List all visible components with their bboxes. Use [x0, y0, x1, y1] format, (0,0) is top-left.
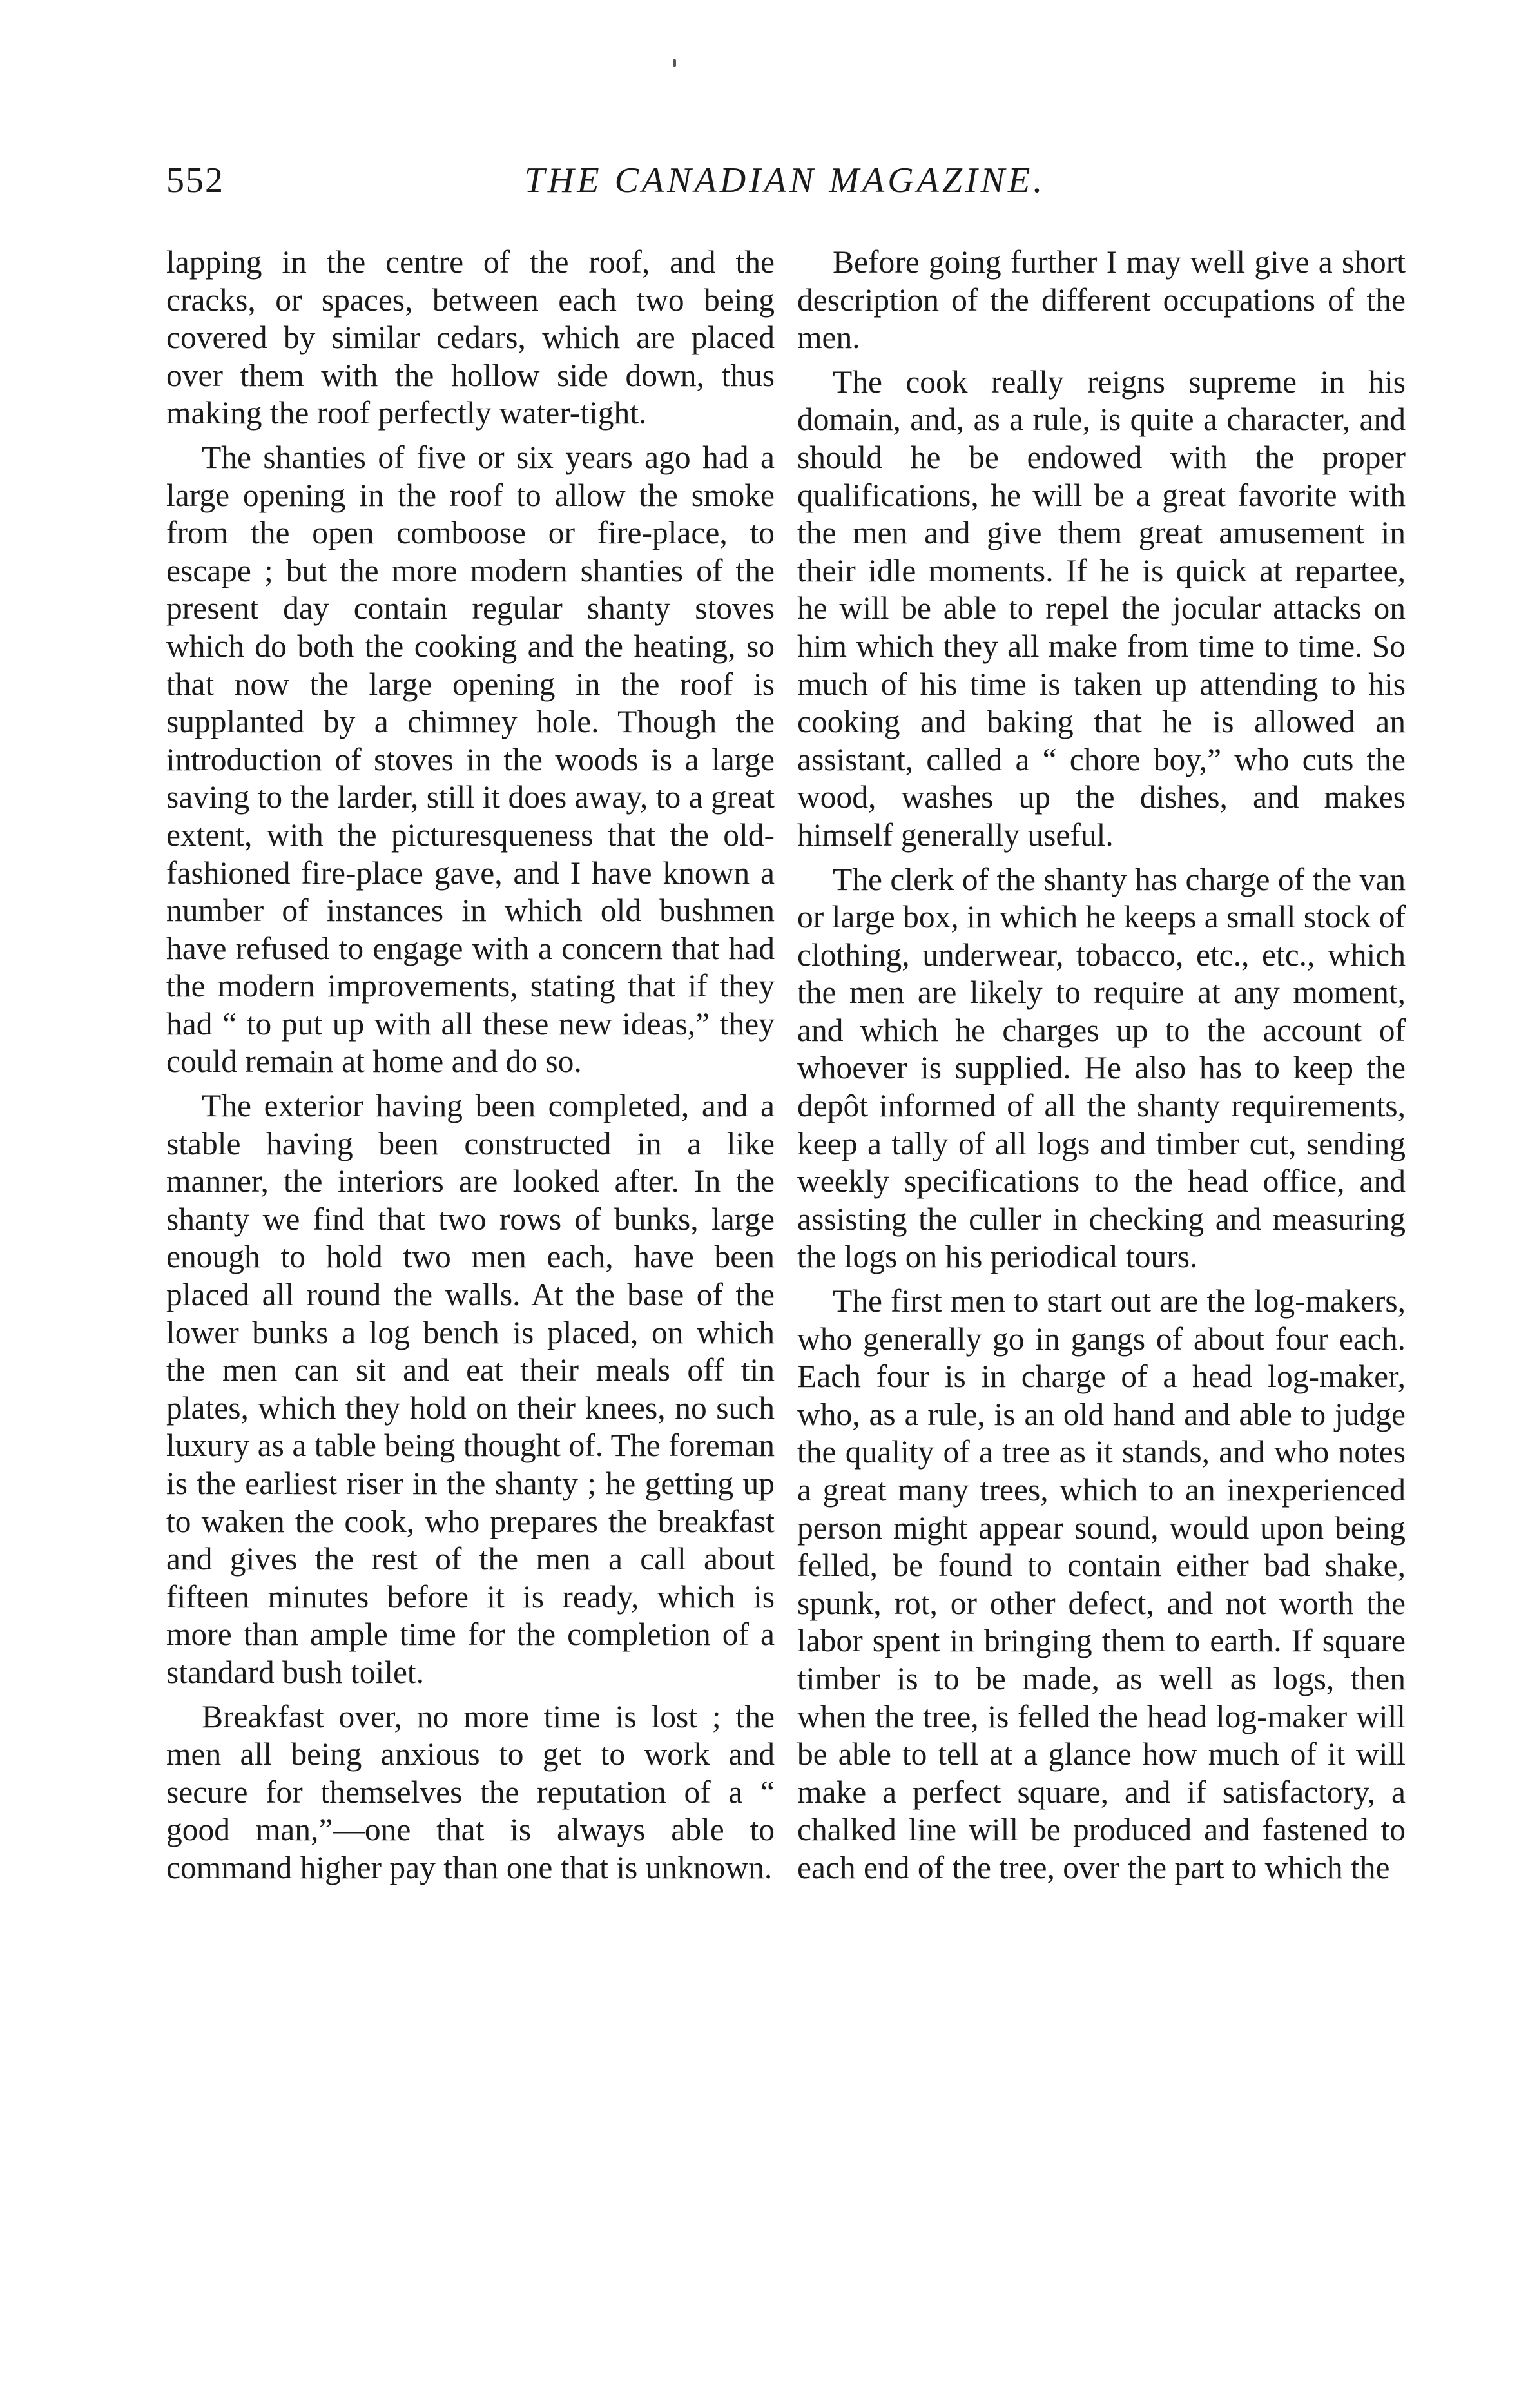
- paragraph: The first men to start out are the log-makers, who generally go in gangs of about four each. Each four is in charge of a head log-maker, who, as a rule, is an old hand and able to judge the quality of a tree as it stands, and who notes a great many trees, which to an inexperienced person might appear sound, would upon being felled, be found to contain either bad shake, spunk, rot, or other defect, and not worth the labor spent in bringing them to earth. If square timber is to be made, as well as logs, then when the tree, is felled the head log-maker will be able to tell at a glance how much of it will make a perfect square, and if satisfactory, a chalked line will be produced and fastened to each end of the tree, over the part to which the: [797, 1283, 1406, 1885]
- right-column: [797, 244, 1406, 1894]
- paragraph: The clerk of the shanty has charge of the van or large box, in which he keeps a small stock of clothing, underwear, tobacco, etc., etc., which the men are likely to require at any moment, and which he charges up to the account of whoever is supplied. He also has to keep the depôt informed of all the shanty requirements, keep a tally of all logs and timber cut, sending weekly specifications to the head office, and assisting the culler in checking and measuring the logs on his periodical tours.: [797, 861, 1406, 1275]
- paragraph: Breakfast over, no more time is lost ; the men all being anxious to get to work and secure for themselves the reputation of a “ good man,”—one that is always able to command higher pay than one that is unknown.: [166, 1698, 775, 1885]
- paragraph: The cook really reigns supreme in his domain, and, as a rule, is quite a character, and should he be endowed with the proper qualifications, he will be a great favorite with the men and give them great amusement in their idle moments. If he is quick at repartee, he will be able to repel the jocular attacks on him which they all make from time to time. So much of his time is taken up attending to his cooking and baking that he is allowed an assistant, called a “ chore boy,” who cuts the wood, washes up the dishes, and makes himself generally useful.: [797, 364, 1406, 853]
- paragraph: lapping in the centre of the roof, and the cracks, or spaces, between each two being covered by similar cedars, which are placed over them with the hollow side down, thus making the roof perfectly water-tight.: [166, 244, 775, 431]
- page-number: 552: [166, 160, 224, 200]
- paragraph: The exterior having been completed, and a stable having been constructed in a like manner, the interiors are looked after. In the shanty we find that two rows of bunks, large enough to hold two men each, have been placed all round the walls. At the base of the lower bunks a log bench is placed, on which the men can sit and eat their meals off tin plates, which they hold on their knees, no such luxury as a table being thought of. The foreman is the earliest riser in the shanty ; he getting up to waken the cook, who prepares the breakfast and gives the rest of the men a call about fifteen minutes before it is ready, which is more than ample time for the completion of a standard bush toilet.: [166, 1088, 775, 1690]
- print-speck: [673, 59, 676, 67]
- paragraph: The shanties of five or six years ago had a large opening in the roof to allow the smoke from the open comboose or fire-place, to escape ; but the more modern shanties of the present day contain regular shanty stoves which do both the cooking and the heating, so that now the large opening in the roof is supplanted by a chimney hole. Though the introduction of stoves in the woods is a large saving to the larder, still it does away, to a great extent, with the picturesqueness that the old-fashioned fire-place gave, and I have known a number of instances in which old bushmen have refused to engage with a concern that had the modern improvements, stating that if they had “ to put up with all these new ideas,” they could remain at home and do so.: [166, 439, 775, 1080]
- running-title: THE CANADIAN MAGAZINE.: [524, 160, 1046, 200]
- left-column: [166, 244, 775, 1894]
- paragraph: Before going further I may well give a short description of the different occupations of the men.: [797, 244, 1406, 356]
- page-header: [166, 160, 1404, 211]
